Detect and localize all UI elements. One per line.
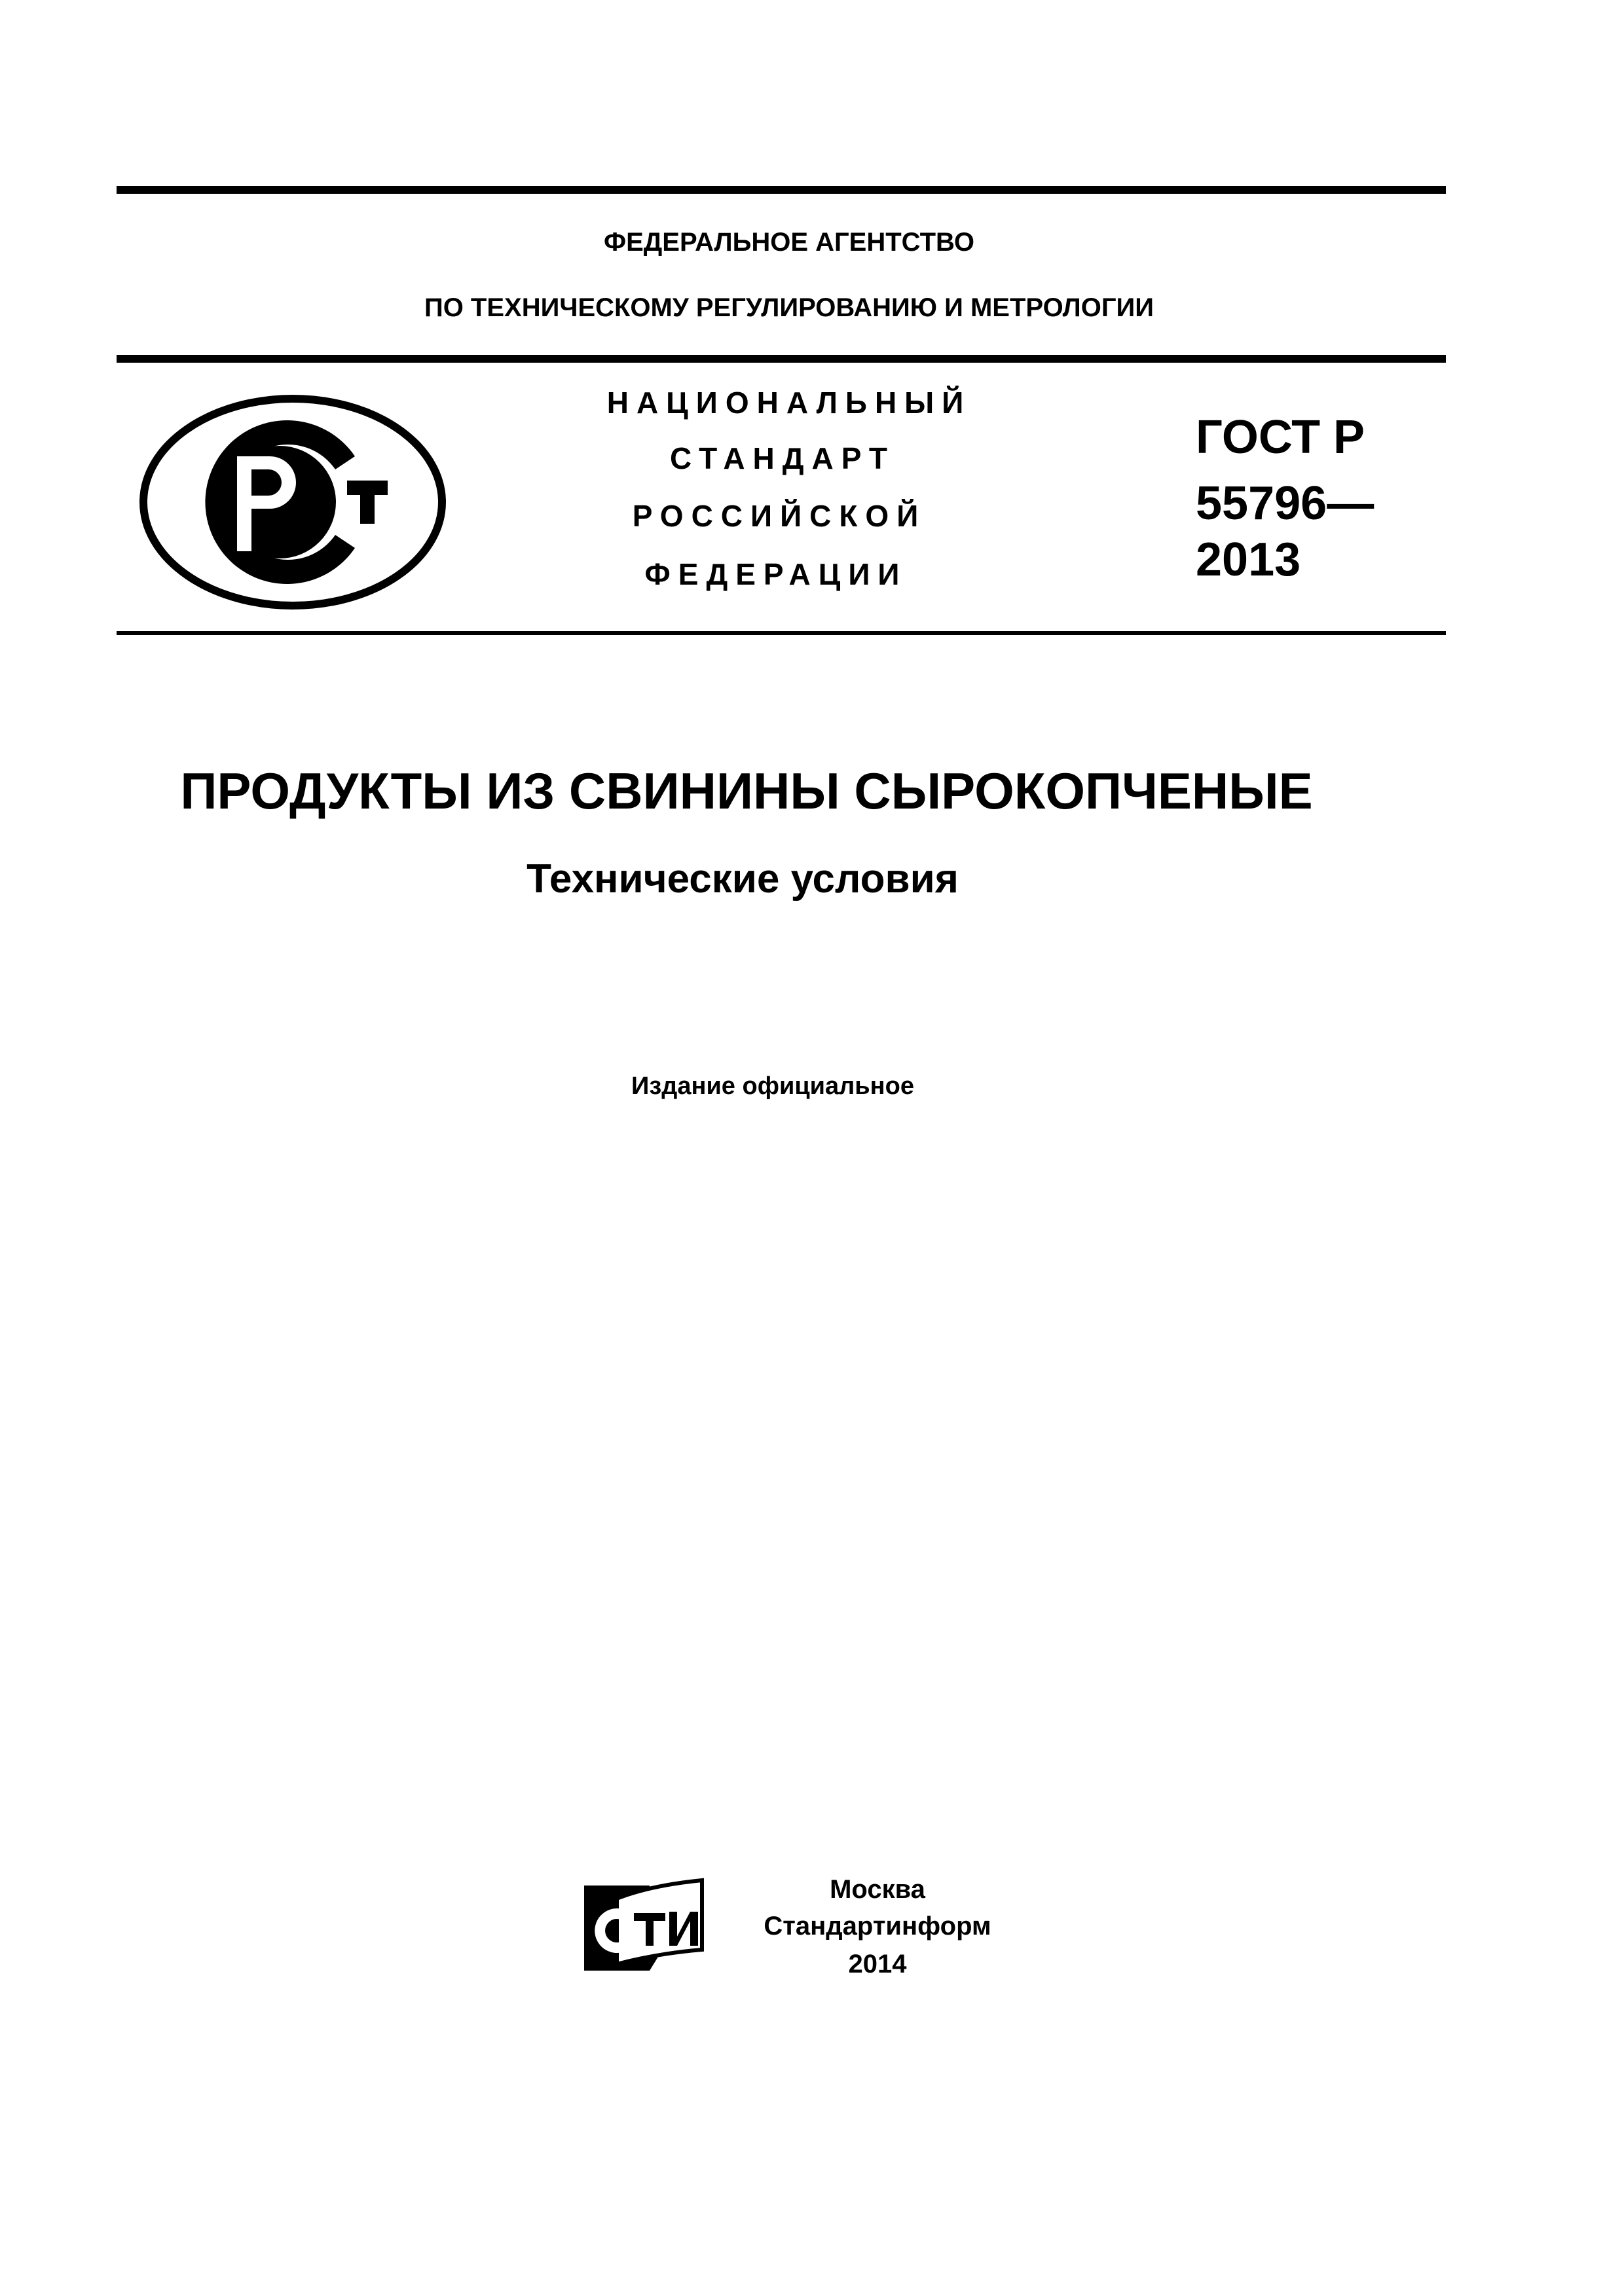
document-subtitle: Технические условия <box>526 856 959 902</box>
standard-designation-line-1: ГОСТ Р <box>1196 411 1365 464</box>
national-standard-line-3: РОССИЙСКОЙ <box>632 499 927 533</box>
standard-designation-line-3: 2013 <box>1196 534 1301 586</box>
national-standard-line-2: СТАНДАРТ <box>670 441 895 475</box>
edition-note: Издание официальное <box>631 1072 914 1100</box>
bottom-rule <box>117 631 1446 635</box>
imprint-publisher: Стандартинформ <box>764 1912 991 1941</box>
agency-name-line-1: ФЕДЕРАЛЬНОЕ АГЕНТСТВО <box>603 228 975 257</box>
document-title: ПРОДУКТЫ ИЗ СВИНИНЫ СЫРОКОПЧЕНЫЕ <box>180 762 1313 820</box>
national-standard-line-1: НАЦИОНАЛЬНЫЙ <box>606 386 972 420</box>
standard-designation-line-2: 55796— <box>1196 477 1375 530</box>
national-standard-line-4: ФЕДЕРАЦИИ <box>644 557 908 591</box>
middle-rule <box>117 355 1446 363</box>
imprint-city: Москва <box>830 1875 925 1904</box>
standartinform-logo-icon <box>578 1872 709 1977</box>
gost-r-mark-icon <box>139 394 447 610</box>
imprint-year: 2014 <box>848 1950 907 1978</box>
top-rule <box>117 186 1446 194</box>
agency-name-line-2: ПО ТЕХНИЧЕСКОМУ РЕГУЛИРОВАНИЮ И МЕТРОЛОГИИ <box>424 293 1154 322</box>
